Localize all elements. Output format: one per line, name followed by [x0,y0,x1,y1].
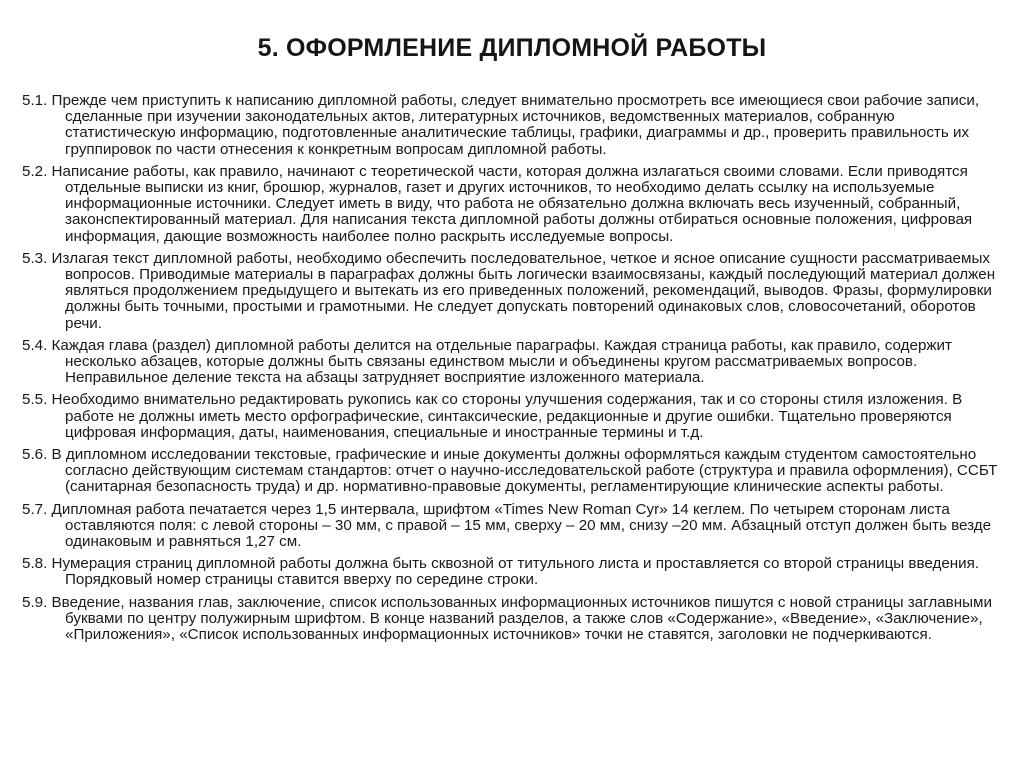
paragraph-5-7: 5.7. Дипломная работа печатается через 1,5 интервала, шрифтом «Times New Roman Cyr» 14 кеглем. По четырем сторонам листа оставляются поля: с левой стороны – 30 мм, с правой – 15 мм, сверху – 20 мм, снизу –20 мм. Абзацный отступ должен быть везде одинаковым и равняться 1,27 см. [22,500,992,551]
paragraph-5-6: 5.6. В дипломном исследовании текстовые, графические и иные документы должны оформляться каждым студентом самостоятельно согласно действующим системам стандартов: отчет о научно-исследовательской работе (структура и правила оформления), ССБТ (санитарная безопасность труда) и др. нормативно-правовые документы, регламентирующие клинические аспекты работы. [22,446,998,496]
paragraph-5-9: 5.9. Введение, названия глав, заключение, список использованных информационных источников пишутся с новой страницы заглавными буквами по центру полужирным шрифтом. В конце названий разделов, а также слов «Содержание», «Введение», «Заключение», «Приложения», «Список использованных информационных источников» точки не ставятся, заголовки не подчеркиваются. [22,593,992,644]
paragraph-5-3: 5.3. Излагая текст дипломной работы, необходимо обеспечить последовательное, четкое и ясное описание сущности рассматриваемых вопросов. Приводимые материалы в параграфах должны быть логически взаимосвязаны, каждый последующий материал должен являться продолжением предыдущего и вытекать из его приведенных положений, рекомендаций, выводов. Фразы, формулировки должны быть точными, простыми и грамотными. Не следует допускать повторений одинаковых слов, словосочетаний, оборотов речи. [22,249,996,332]
paragraph-5-8: 5.8. Нумерация страниц дипломной работы должна быть сквозной от титульного листа и проставляется со второй страницы введения. Порядковый номер страницы ставится вверху по середине строки. [22,555,980,589]
paragraph-5-4: 5.4. Каждая глава (раздел) дипломной работы делится на отдельные параграфы. Каждая страница работы, как правило, содержит несколько абзацев, которые должны быть связаны единством мысли и объединены кругом рассматриваемых вопросов. Неправильное деление текста на абзацы затрудняет восприятие изложенного материала. [22,336,953,387]
paragraph-5-1: 5.1. Прежде чем приступить к написанию дипломной работы, следует внимательно просмотреть все имеющиеся свои рабочие записи, сделанные при изучении законодательных актов, литературных источников, ведомственных материалов, собранную статистическую информацию, подготовленные аналитические таблицы, графики, диаграммы и др., проверить правильность их группировок по части отнесения к конкретным вопросам дипломной работы. [22,92,980,158]
page-title: 5. ОФОРМЛЕНИЕ ДИПЛОМНОЙ РАБОТЫ [257,34,767,62]
paragraph-5-2: 5.2. Написание работы, как правило, начинают с теоретической части, которая должна излагаться своими словами. Если приводятся отдельные выписки из книг, брошюр, журналов, газет и других источников, то необходимо делать ссылку на используемые информационные источники. Следует иметь в виду, что работа не обязательно должна включать весь изученный, собранный, законспектированный материал. Для написания текста дипломной работы должны отбираться основные положения, цифровая информация, дающие возможность наиболее полно раскрыть исследуемые вопросы. [22,162,973,245]
document-body [22,93,1007,649]
paragraph-5-5: 5.5. Необходимо внимательно редактировать рукопись как со стороны улучшения содержания, так и со стороны стиля изложения. В работе не должны иметь место орфографические, синтаксические, редакционные и другие ошибки. Тщательно проверяются цифровая информация, даты, наименования, специальные и иностранные термины и т.д. [22,391,963,441]
